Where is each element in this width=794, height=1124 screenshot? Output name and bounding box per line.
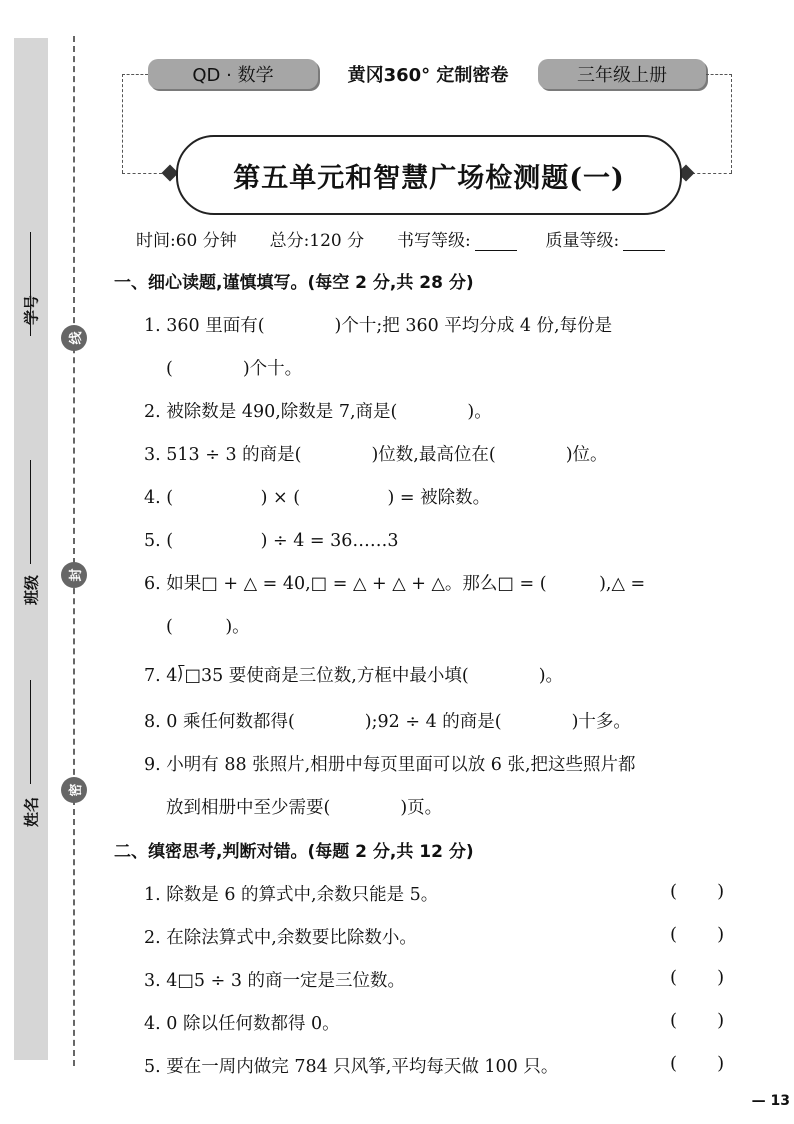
judge-3: 3. 4□5 ÷ 3 的商一定是三位数。 (144, 971, 406, 991)
series-name: 黄冈360° 定制密卷 (347, 65, 509, 86)
question-3: 3. 513 ÷ 3 的商是( )位数,最高位在( )位。 (144, 445, 608, 465)
student-id-line (30, 232, 31, 336)
total-score: 总分:120 分 (269, 231, 365, 251)
question-4: 4. ( ) × ( ) = 被除数。 (144, 488, 491, 508)
section1-heading: 一、细心读题,谨慎填写。(每空 2 分,共 28 分) (114, 273, 474, 293)
quality-grade-blank[interactable] (623, 232, 665, 251)
question-6-cont: ( )。 (166, 617, 250, 637)
frame-dash (731, 74, 732, 173)
series-header (148, 58, 706, 90)
writing-grade-blank[interactable] (475, 232, 517, 251)
question-9: 9. 小明有 88 张照片,相册中每页里面可以放 6 张,把这些照片都 (144, 755, 636, 775)
judge-2: 2. 在除法算式中,余数要比除数小。 (144, 928, 417, 948)
frame-dash (122, 74, 148, 75)
title-banner (176, 135, 682, 215)
seal-line: 线 (61, 325, 87, 351)
binding-margin (14, 38, 48, 1060)
judge-4: 4. 0 除以任何数都得 0。 (144, 1014, 340, 1034)
frame-dash (706, 74, 732, 75)
student-id-label: 学号 (22, 294, 41, 326)
answer-paren[interactable]: ( ) (670, 967, 725, 988)
subject-pill: QD · 数学 (148, 59, 318, 89)
question-1-cont: ( )个十。 (166, 359, 303, 379)
name-line (30, 680, 31, 784)
grade-pill: 三年级上册 (538, 59, 706, 89)
class-line (30, 460, 31, 564)
frame-dash (122, 74, 123, 173)
name-label: 姓名 (22, 796, 41, 828)
page-number: — 13 (751, 1093, 790, 1109)
page-title: 第五单元和智慧广场检测题(一) (233, 162, 625, 194)
judge-5: 5. 要在一周内做完 784 只风筝,平均每天做 100 只。 (144, 1057, 559, 1077)
cut-line (73, 36, 75, 1066)
question-2: 2. 被除数是 490,除数是 7,商是( )。 (144, 402, 492, 422)
seal-secret: 密 (61, 777, 87, 803)
exam-info (136, 226, 671, 251)
time-limit: 时间:60 分钟 (136, 231, 237, 251)
question-8: 8. 0 乘任何数都得( );92 ÷ 4 的商是( )十多。 (144, 712, 631, 732)
class-label: 班级 (22, 574, 41, 606)
frame-dash (122, 173, 162, 174)
seal-seal: 封 (61, 562, 87, 588)
quality-grade-label: 质量等级: (545, 231, 620, 251)
section2-heading: 二、缜密思考,判断对错。(每题 2 分,共 12 分) (114, 842, 474, 862)
question-9-cont: 放到相册中至少需要( )页。 (166, 798, 443, 818)
answer-paren[interactable]: ( ) (670, 1010, 725, 1031)
question-5: 5. ( ) ÷ 4 = 36……3 (144, 531, 399, 551)
writing-grade-label: 书写等级: (396, 231, 471, 251)
question-1: 1. 360 里面有( )个十;把 360 平均分成 4 份,每份是 (144, 316, 613, 336)
question-7: 7. 4⟌□35 要使商是三位数,方框中最小填( )。 (144, 666, 564, 686)
answer-paren[interactable]: ( ) (670, 1053, 725, 1074)
question-6: 6. 如果□ + △ = 40,□ = △ + △ + △。那么□ = ( ),△ = (144, 574, 646, 594)
answer-paren[interactable]: ( ) (670, 881, 725, 902)
judge-1: 1. 除数是 6 的算式中,余数只能是 5。 (144, 885, 439, 905)
answer-paren[interactable]: ( ) (670, 924, 725, 945)
frame-dash (692, 173, 732, 174)
